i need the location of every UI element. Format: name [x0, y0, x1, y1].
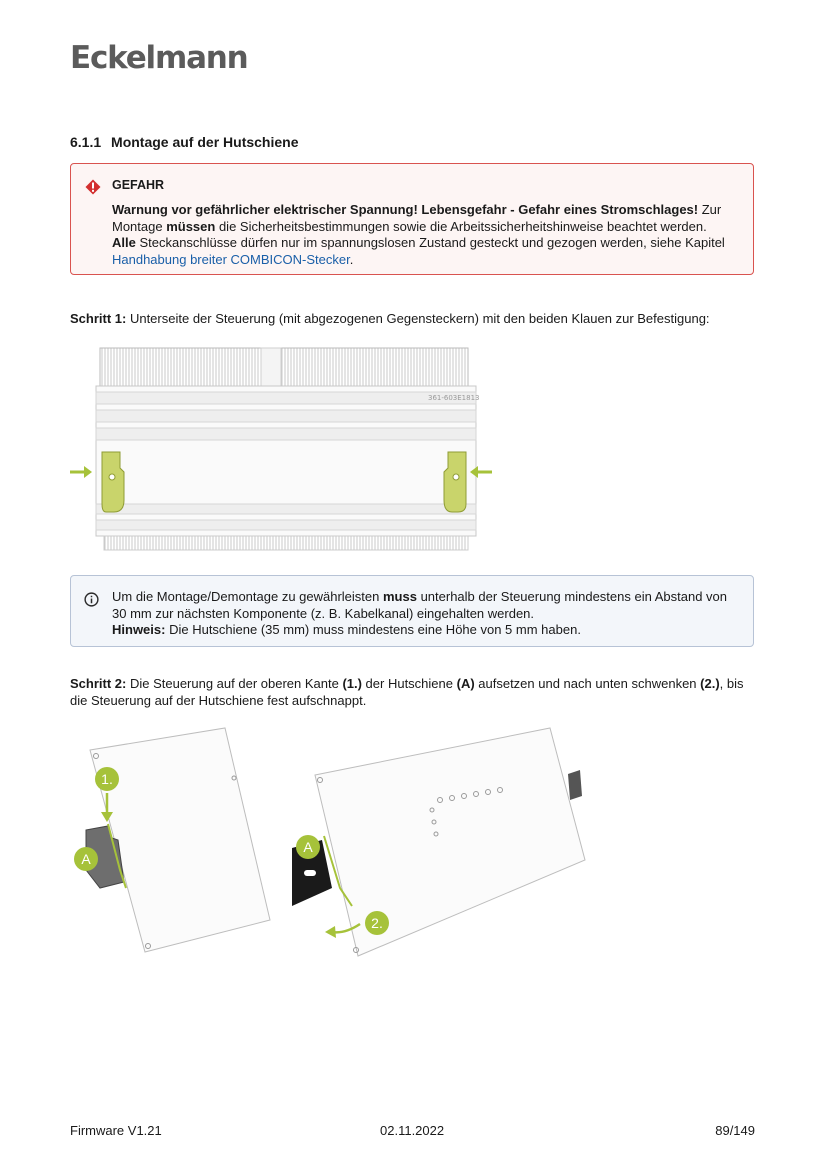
- step2-text-part: Die Steuerung auf der oberen Kante: [126, 676, 343, 691]
- step2-bold-a: (A): [456, 676, 475, 691]
- svg-text:1.: 1.: [101, 771, 113, 787]
- step2-label: Schritt 2:: [70, 676, 127, 691]
- arrow-right-icon: [70, 466, 92, 478]
- danger-bold-warning: Warnung vor gefährlicher elektrischer Spannung! Lebensgefahr - Gefahr eines Stromschlages!: [112, 202, 699, 217]
- footer-date: 02.11.2022: [380, 1123, 445, 1138]
- step2-text-part: aufsetzen und nach unten schwenken: [474, 676, 701, 691]
- step2-text-part: der Hutschiene: [361, 676, 457, 691]
- svg-text:2.: 2.: [371, 915, 383, 931]
- svg-text:A: A: [81, 851, 91, 867]
- danger-bold-muessen: müssen: [166, 218, 216, 234]
- danger-text-part: Steckanschlüsse dürfen nur im spannungslosen Zustand gesteckt und gezogen werden, siehe Kapitel: [135, 235, 725, 250]
- footer-page-number: 89/149: [715, 1123, 755, 1138]
- rail-marker-a-right: [296, 835, 320, 859]
- step1-text: [70, 311, 710, 326]
- section-number: 6.1.1: [70, 134, 102, 150]
- mounting-steps-figure: [60, 720, 600, 970]
- info-text: [112, 589, 742, 639]
- info-icon: [84, 592, 99, 607]
- danger-text-part: Zur Montage: [112, 202, 722, 234]
- svg-text:361-603E1813: 361-603E1813: [428, 394, 480, 402]
- danger-bold-alle: Alle: [112, 235, 136, 250]
- danger-text-part: .: [349, 251, 354, 267]
- step-marker-2: [365, 911, 389, 935]
- danger-text: [112, 202, 732, 268]
- info-text-part: unterhalb der Steuerung mindestens ein Abstand von 30 mm zur nächsten Komponente (z. B. Kabelkanal) eingehalten werden.: [112, 589, 727, 621]
- footer-firmware: Firmware V1.21: [70, 1123, 162, 1138]
- hint-label: Hinweis:: [112, 622, 166, 637]
- step1-label: Schritt 1:: [70, 311, 127, 326]
- company-logo: Eckelmann: [70, 40, 248, 76]
- rail-marker-a: [74, 847, 98, 871]
- section-title: Montage auf der Hutschiene: [111, 134, 299, 150]
- svg-text:A: A: [303, 839, 313, 855]
- step2-bold-2: (2.): [700, 676, 720, 691]
- danger-heading: GEFAHR: [112, 178, 165, 192]
- info-bold-muss: muss: [382, 589, 417, 604]
- hint-text: Die Hutschiene (35 mm) muss mindestens eine Höhe von 5 mm haben.: [165, 622, 581, 637]
- section-heading: [70, 134, 299, 150]
- danger-warning-box: [70, 163, 754, 275]
- step-marker-1: [95, 767, 119, 791]
- step2-bold-1: (1.): [342, 676, 362, 691]
- danger-icon: [85, 179, 101, 195]
- step2-text-part: , bis die Steuerung auf der Hutschiene fest aufschnappt.: [70, 676, 744, 708]
- combicon-link[interactable]: Handhabung breiter COMBICON-Stecker: [112, 251, 350, 267]
- step1-description: Unterseite der Steuerung (mit abgezogenen Gegensteckern) mit den beiden Klauen zur Befestigung:: [126, 311, 710, 326]
- info-text-part: Um die Montage/Demontage zu gewährleisten: [112, 589, 383, 604]
- controller-underside-figure: [56, 340, 506, 555]
- step2-text: [70, 675, 760, 709]
- info-note-box: [70, 575, 754, 647]
- danger-text-part: die Sicherheitsbestimmungen sowie die Arbeitssicherheitshinweise beachtet werden.: [215, 218, 707, 234]
